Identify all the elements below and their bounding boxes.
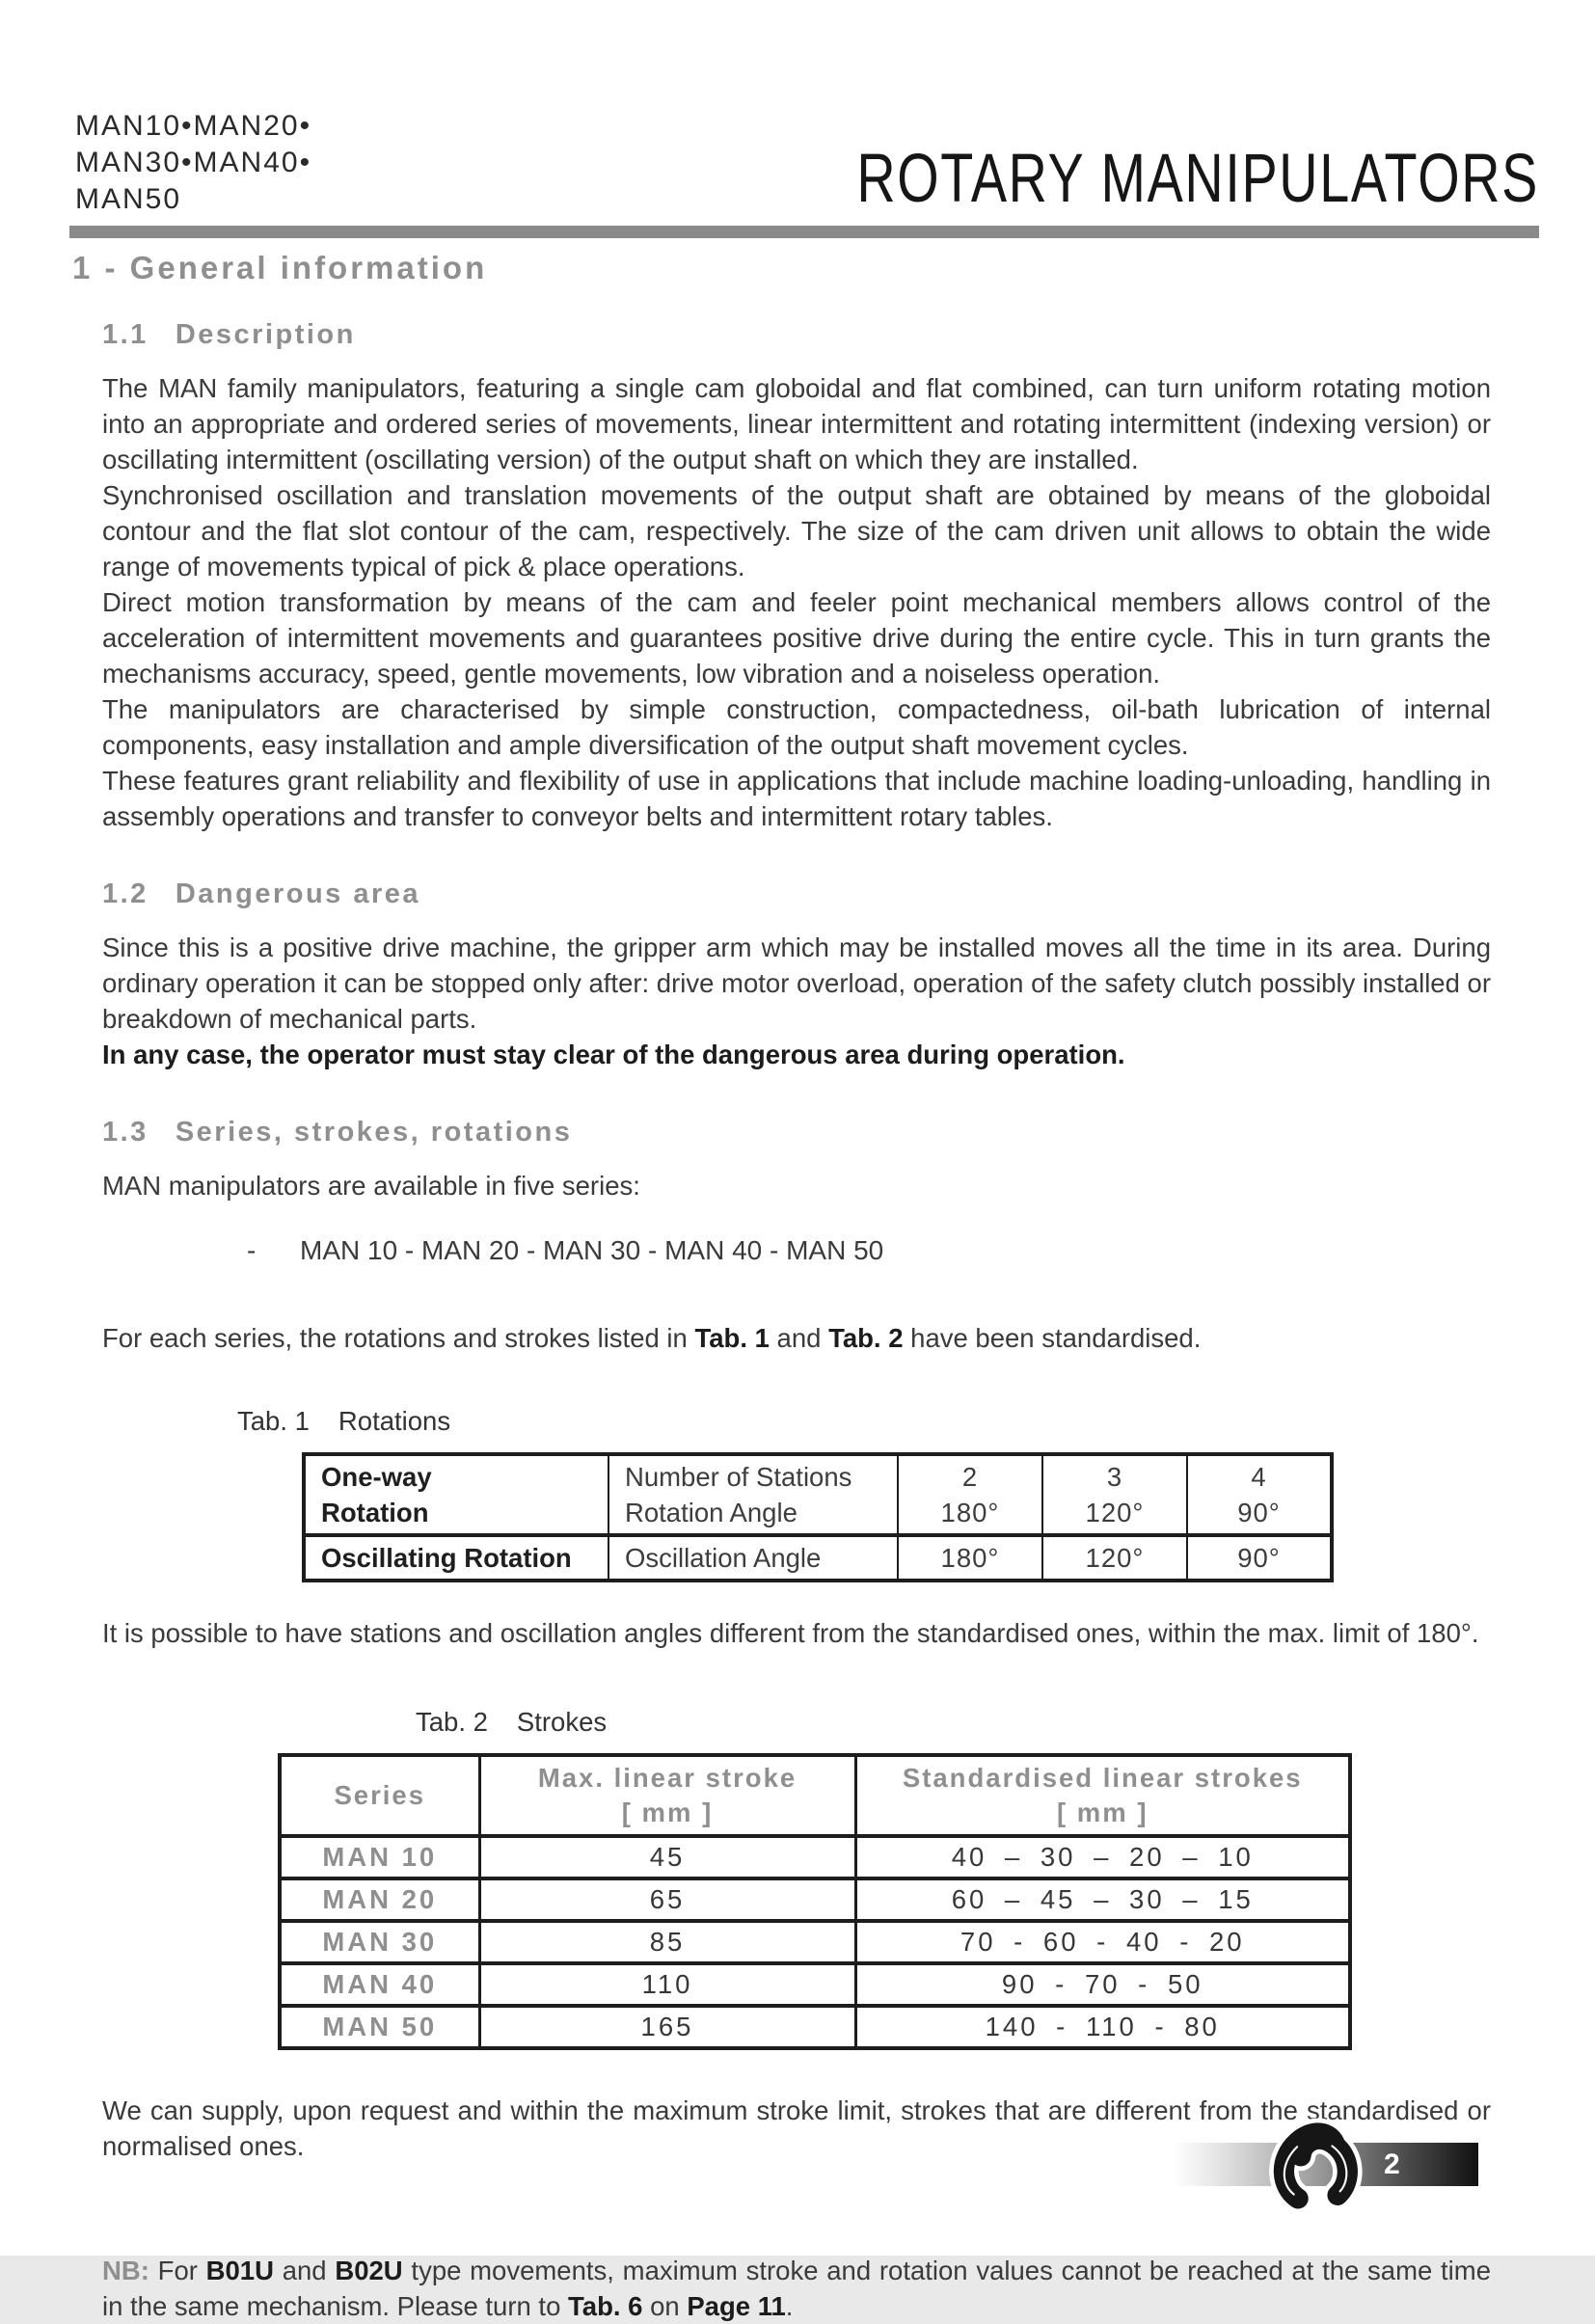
footer-bar — [1174, 2143, 1478, 2186]
text-run: . — [785, 2291, 794, 2321]
tab1-label: Tab. 1 — [237, 1406, 310, 1436]
subsection-title: Dangerous area — [175, 878, 421, 909]
max-stroke-cell: 45 — [479, 1836, 855, 1878]
tab1-reference: Tab. 1 — [694, 1323, 770, 1353]
row-label-cell — [304, 1454, 608, 1535]
dash-bullet: - — [247, 1235, 257, 1265]
text-run: and — [769, 1323, 829, 1353]
table-row — [280, 1878, 1350, 1921]
tab1-title: Rotations — [338, 1406, 451, 1436]
standardised-strokes-cell: 140 - 110 - 80 — [855, 2006, 1350, 2048]
standardised-strokes-cell: 40 – 30 – 20 – 10 — [855, 1836, 1350, 1878]
header-line: Max. linear stroke — [537, 1763, 798, 1793]
subsection-heading-series-strokes-rotations — [102, 1117, 1491, 1148]
column-header-series: Series — [280, 1755, 479, 1836]
angle-value: 180° — [898, 1535, 1042, 1581]
row-label-line: Rotation — [321, 1498, 429, 1527]
masthead — [75, 108, 1539, 218]
max-stroke-cell: 110 — [479, 1963, 855, 2006]
max-stroke-cell: 85 — [479, 1921, 855, 1963]
stations-value: 2 — [961, 1462, 979, 1492]
b01u-reference: B01U — [205, 2256, 274, 2285]
max-stroke-cell: 165 — [479, 2006, 855, 2048]
row-label-cell: Oscillating Rotation — [304, 1535, 608, 1581]
page11-reference: Page 11 — [687, 2291, 786, 2321]
subsection-number: 1.1 — [102, 319, 149, 350]
paragraph: The MAN family manipulators, featuring a single cam globoidal and flat combined, can turn uniform rotating motion into an appropriate and ordered series of movements, linear intermittent and rotating intermittent (indexing version) or oscillating intermittent (oscillating version) of the output shaft on which they are installed. — [102, 373, 1491, 474]
header-divider — [69, 226, 1539, 238]
standardised-note — [102, 1320, 1491, 1356]
value-cell — [1187, 1454, 1332, 1535]
page-title: ROTARY MANIPULATORS — [856, 140, 1539, 217]
model-list — [75, 108, 311, 218]
table-row — [280, 1963, 1350, 2006]
paragraph: These features grant reliability and flexibility of use in applications that include machine loading-unloading, handling in assembly operations and transfer to conveyor belts and intermittent rotary tables. — [102, 766, 1491, 831]
subsection-number: 1.2 — [102, 878, 149, 909]
row-sublabel-cell: Oscillation Angle — [608, 1535, 898, 1581]
unit-line: [ mm ] — [1057, 1797, 1149, 1827]
series-cell: MAN 40 — [280, 1963, 479, 2006]
row-sublabel-cell — [608, 1454, 898, 1535]
b02u-reference: B02U — [335, 2256, 403, 2285]
row-label-line: One-way — [321, 1462, 432, 1492]
section-heading-general: 1 - General information — [72, 250, 488, 285]
rotations-table — [302, 1452, 1334, 1582]
table-header-row — [280, 1755, 1350, 1836]
standardised-strokes-cell: 70 - 60 - 40 - 20 — [855, 1921, 1350, 1963]
angle-value: 90° — [1187, 1535, 1332, 1581]
tab6-reference: Tab. 6 — [568, 2291, 643, 2321]
tab2-title: Strokes — [516, 1707, 608, 1737]
paragraph: Synchronised oscillation and translation movements of the output shaft are obtained by means of the globoidal contour and the flat slot contour of the cam, respectively. The size of the cam driven unit allows to obtain the wide range of movements typical of pick & place operations. — [102, 480, 1491, 581]
table-row-oscillating — [304, 1535, 1332, 1581]
column-header-max-stroke — [479, 1755, 855, 1836]
dangerous-area-paragraphs — [102, 930, 1491, 1072]
tab2-reference: Tab. 2 — [828, 1323, 904, 1353]
standardised-strokes-cell: 90 - 70 - 50 — [855, 1963, 1350, 2006]
paragraph: The manipulators are characterised by simple construction, compactedness, oil-bath lubrication of internal components, easy installation and ample diversification of the output shaft movement cycles. — [102, 694, 1491, 760]
angle-value: 180° — [940, 1498, 1000, 1527]
subsection-number: 1.3 — [102, 1117, 149, 1148]
table-row-oneway — [304, 1454, 1332, 1535]
angle-value: 120° — [1085, 1498, 1145, 1527]
stations-value: 3 — [1106, 1462, 1123, 1492]
brand-knot-logo-icon — [1257, 2116, 1372, 2214]
unit-line: [ mm ] — [621, 1797, 714, 1827]
tab2-caption — [416, 1707, 1491, 1738]
stations-value: 4 — [1251, 1462, 1267, 1492]
text-run: For each series, the rotations and strokes listed in — [102, 1323, 695, 1353]
series-cell: MAN 10 — [280, 1836, 479, 1878]
tab1-caption — [237, 1406, 1491, 1437]
sublabel: Rotation Angle — [625, 1498, 798, 1527]
table-row — [280, 1921, 1350, 1963]
text-run: For — [149, 2256, 206, 2285]
series-cell: MAN 30 — [280, 1921, 479, 1963]
sublabel: Number of Stations — [625, 1462, 852, 1492]
supply-note: We can supply, upon request and within the maximum stroke limit, strokes that are different from the standardised or normalised ones. — [102, 2095, 1491, 2161]
subsection-heading-dangerous-area — [102, 878, 1491, 910]
paragraph: MAN manipulators are available in five series: — [102, 1171, 640, 1201]
column-header-standardised — [855, 1755, 1350, 1836]
text-run: and — [273, 2256, 336, 2285]
series-intro — [102, 1168, 1491, 1203]
standardised-strokes-cell: 60 – 45 – 30 – 15 — [855, 1878, 1350, 1921]
angle-value: 90° — [1237, 1498, 1281, 1527]
nb-note — [102, 2253, 1491, 2324]
text-run: type movements, maximum stroke and rotation values cannot be reached at the same time in the same mechanism. Please turn to — [102, 2256, 1491, 2321]
value-cell — [1042, 1454, 1187, 1535]
series-names: MAN 10 - MAN 20 - MAN 30 - MAN 40 - MAN 50 — [300, 1235, 884, 1265]
text-run: have been standardised. — [903, 1323, 1202, 1353]
subsection-title: Series, strokes, rotations — [175, 1117, 573, 1148]
model-line: MAN10•MAN20• — [75, 110, 312, 142]
series-list-item — [247, 1232, 1491, 1268]
warning-line: In any case, the operator must stay clear of the dangerous area during operation. — [102, 1040, 1125, 1069]
max-stroke-cell: 65 — [479, 1878, 855, 1921]
strokes-table — [278, 1753, 1352, 2050]
value-cell — [898, 1454, 1042, 1535]
subsection-title: Description — [175, 319, 356, 350]
series-cell: MAN 50 — [280, 2006, 479, 2048]
model-line: MAN50 — [75, 183, 182, 215]
table-row — [280, 1836, 1350, 1878]
tab2-label: Tab. 2 — [416, 1707, 488, 1737]
paragraph: Direct motion transformation by means of the cam and feeler point mechanical members allows control of the acceleration of intermittent movements and guarantees positive drive during the entire cycle. This in turn grants the mechanisms accuracy, speed, gentle movements, low vibration and a noiseless operation. — [102, 587, 1491, 689]
description-paragraphs — [102, 370, 1491, 834]
subsection-heading-description — [102, 319, 1491, 351]
model-line: MAN30•MAN40• — [75, 147, 312, 178]
page-number: 2 — [1384, 2148, 1401, 2180]
text-run: on — [642, 2291, 688, 2321]
paragraph: Since this is a positive drive machine, the gripper arm which may be installed moves all the time in its area. During ordinary operation it can be stopped only after: drive motor overload, operation of the safety clutch possibly installed or breakdown of mechanical parts. — [102, 932, 1491, 1034]
series-cell: MAN 20 — [280, 1878, 479, 1921]
nb-label: NB: — [102, 2256, 149, 2285]
table-row — [280, 2006, 1350, 2048]
angle-value: 120° — [1042, 1535, 1187, 1581]
header-line: Standardised linear strokes — [902, 1763, 1303, 1793]
oscillation-note: It is possible to have stations and oscillation angles different from the standardised ones, within the max. limit of 180°. — [102, 1618, 1479, 1648]
